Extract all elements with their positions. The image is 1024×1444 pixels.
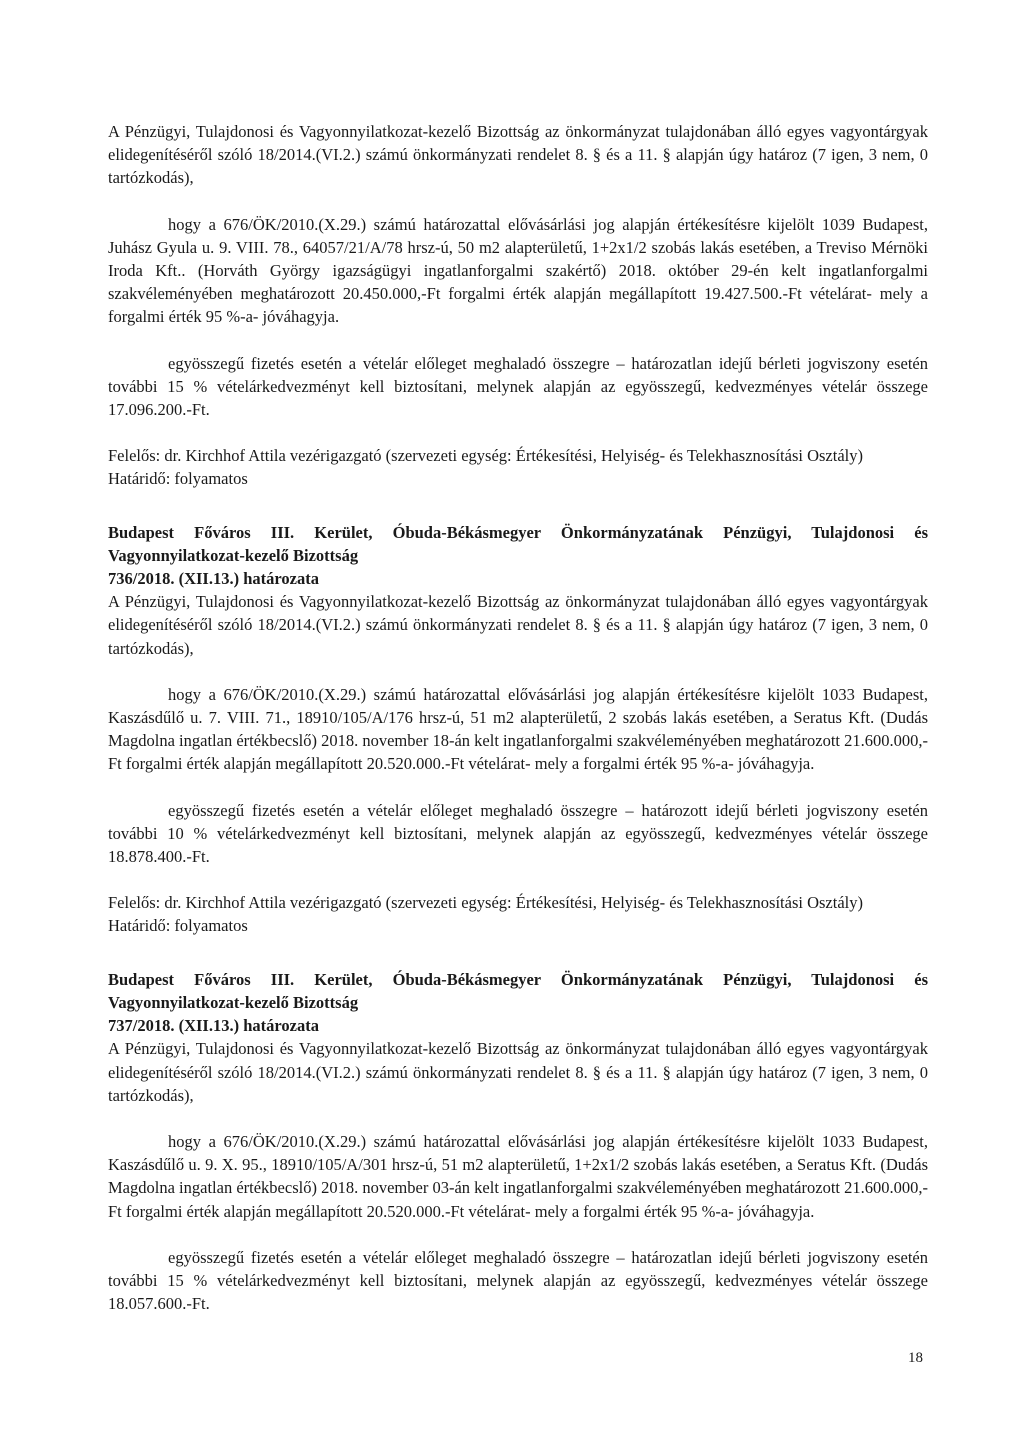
resolution-1-deadline: Határidő: folyamatos: [108, 469, 248, 489]
document-page: [108, 120, 928, 1315]
resolution-3-intro: A Pénzügyi, Tulajdonosi és Vagyonnyilatkozat-kezelő Bizottság az önkormányzat tulajdonában álló egyes vagyontárgyak elidegenítéséről szóló 18/2014.(VI.2.) számú önkormányzati rendelet 8. § és a 11. § alapján úgy határoz (7 igen, 3 nem, 0 tartózkodás),: [108, 1039, 928, 1105]
resolution-3-decision: hogy a 676/ÖK/2010.(X.29.) számú határozattal elővásárlási jog alapján értékesítésre kijelölt 1033 Budapest, Kaszásdűlő u. 9. X. 95., 18910/105/A/301 hrsz-ú, 51 m2 alapterületű, 1+2x1/2 szobás lakás esetében, a Seratus Kft. (Dudás Magdolna ingatlan értékbecslő) 2018. november 03-án kelt ingatlanforgalmi szakvéleményében meghatározott 21.600.000,-Ft forgalmi érték alapján megállapított 20.520.000.-Ft vételárat- mely a forgalmi érték 95 %-a- jóváhagyja.: [108, 1131, 928, 1221]
resolution-2-heading: Budapest Főváros III. Kerület, Óbuda-Békásmegyer Önkormányzatának Pénzügyi, Tulajdonosi és Vagyonnyilatkozat-kezelő Bizottság: [108, 522, 928, 565]
resolution-2-intro: A Pénzügyi, Tulajdonosi és Vagyonnyilatkozat-kezelő Bizottság az önkormányzat tulajdonában álló egyes vagyontárgyak elidegenítéséről szóló 18/2014.(VI.2.) számú önkormányzati rendelet 8. § és a 11. § alapján úgy határoz (7 igen, 3 nem, 0 tartózkodás),: [108, 592, 928, 658]
resolution-3-heading: Budapest Főváros III. Kerület, Óbuda-Békásmegyer Önkormányzatának Pénzügyi, Tulajdonosi és Vagyonnyilatkozat-kezelő Bizottság: [108, 969, 928, 1012]
resolution-1-decision: hogy a 676/ÖK/2010.(X.29.) számú határozattal elővásárlási jog alapján értékesítésre kijelölt 1039 Budapest, Juhász Gyula u. 9. VIII. 78., 64057/21/A/78 hrsz-ú, 50 m2 alapterületű, 1+2x1/2 szobás lakás esetében, a Treviso Mérnöki Iroda Kft.. (Horváth György igazságügyi ingatlanforgalmi szakértő) 2018. október 29-én kelt ingatlanforgalmi szakvéleményében meghatározott 20.450.000,-Ft forgalmi érték alapján megállapított 19.427.500.-Ft vételárat- mely a forgalmi érték 95 %-a- jóváhagyja.: [108, 214, 928, 327]
resolution-2-deadline: Határidő: folyamatos: [108, 916, 248, 936]
resolution-2-discount: egyösszegű fizetés esetén a vételár előleget meghaladó összegre – határozott idejű bérleti jogviszony esetén további 10 % vételárkedvezményt kell biztosítani, melynek alapján az egyösszegű, kedvezményes vételár összege 18.878.400.-Ft.: [108, 800, 928, 867]
resolution-3-number: 737/2018. (XII.13.) határozata: [108, 1016, 319, 1036]
resolution-3-discount: egyösszegű fizetés esetén a vételár előleget meghaladó összegre – határozatlan idejű bérleti jogviszony esetén további 15 % vételárkedvezményt kell biztosítani, melynek alapján az egyösszegű, kedvezményes vételár összege 18.057.600.-Ft.: [108, 1247, 928, 1314]
resolution-1-intro: A Pénzügyi, Tulajdonosi és Vagyonnyilatkozat-kezelő Bizottság az önkormányzat tulajdonában álló egyes vagyontárgyak elidegenítéséről szóló 18/2014.(VI.2.) számú önkormányzati rendelet 8. § és a 11. § alapján úgy határoz (7 igen, 3 nem, 0 tartózkodás),: [108, 122, 928, 188]
resolution-2-responsible: Felelős: dr. Kirchhof Attila vezérigazgató (szervezeti egység: Értékesítési, Helyiség- és Telekhasznosítási Osztály): [108, 893, 863, 913]
resolution-1-responsible: Felelős: dr. Kirchhof Attila vezérigazgató (szervezeti egység: Értékesítési, Helyiség- és Telekhasznosítási Osztály): [108, 446, 863, 466]
resolution-1-discount: egyösszegű fizetés esetén a vételár előleget meghaladó összegre – határozatlan idejű bérleti jogviszony esetén további 15 % vételárkedvezményt kell biztosítani, melynek alapján az egyösszegű, kedvezményes vételár összege 17.096.200.-Ft.: [108, 353, 928, 420]
resolution-2-decision: hogy a 676/ÖK/2010.(X.29.) számú határozattal elővásárlási jog alapján értékesítésre kijelölt 1033 Budapest, Kaszásdűlő u. 7. VIII. 71., 18910/105/A/176 hrsz-ú, 51 m2 alapterületű, 2 szobás lakás esetében, a Seratus Kft. (Dudás Magdolna ingatlan értékbecslő) 2018. november 18-án kelt ingatlanforgalmi szakvéleményében meghatározott 21.600.000,-Ft forgalmi érték alapján megállapított 20.520.000.-Ft vételárat- mely a forgalmi érték 95 %-a- jóváhagyja.: [108, 684, 928, 774]
page-number: 18: [908, 1350, 923, 1366]
resolution-2-number: 736/2018. (XII.13.) határozata: [108, 569, 319, 589]
